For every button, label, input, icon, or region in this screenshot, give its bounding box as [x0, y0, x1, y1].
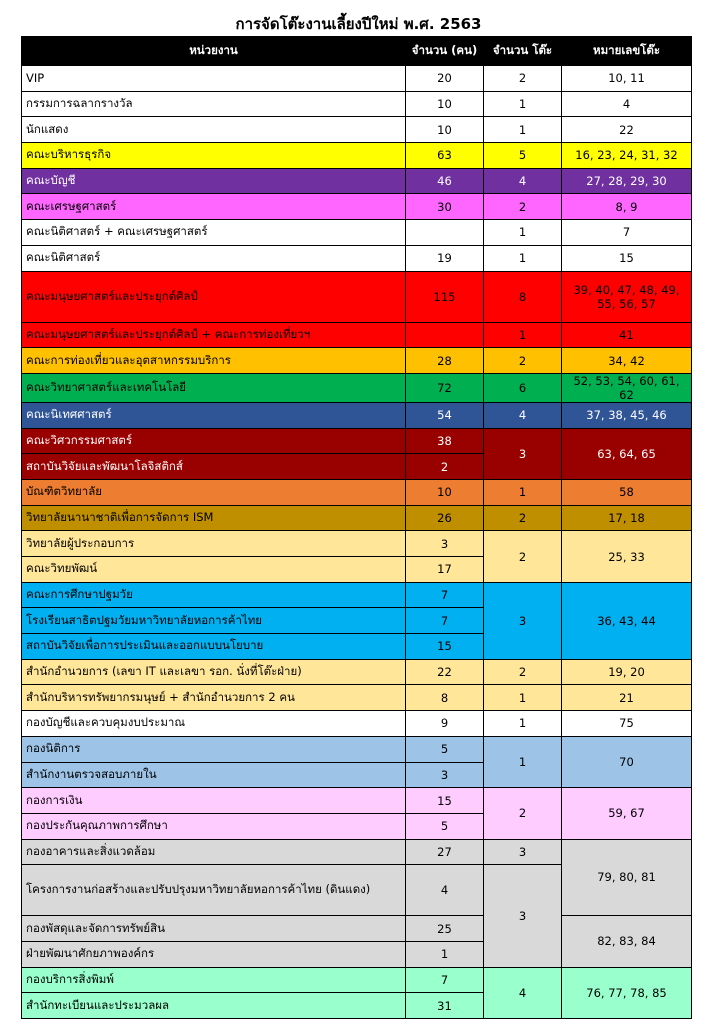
people-count-cell: 3 [406, 531, 484, 557]
table-row [22, 685, 692, 711]
table-numbers-cell: 15 [562, 245, 692, 271]
header-department: หน่วยงาน [22, 37, 406, 66]
people-count-cell [406, 322, 484, 348]
people-count-cell: 10 [406, 117, 484, 143]
table-count-cell: 1 [484, 117, 562, 143]
table-count-cell: 1 [484, 245, 562, 271]
people-count-cell: 63 [406, 143, 484, 169]
people-count-cell: 5 [406, 813, 484, 839]
people-count-cell: 4 [406, 865, 484, 916]
table-numbers-cell: 7 [562, 220, 692, 246]
table-count-cell: 4 [484, 402, 562, 428]
table-numbers-cell: 16, 23, 24, 31, 32 [562, 143, 692, 169]
department-cell: คณะมนุษยศาสตร์และประยุกต์ศิลป์ [22, 271, 406, 322]
table-count-cell: 1 [484, 220, 562, 246]
department-cell: นักแสดง [22, 117, 406, 143]
table-row [22, 66, 692, 92]
people-count-cell: 22 [406, 659, 484, 685]
page-title: การจัดโต๊ะงานเลี้ยงปีใหม่ พ.ศ. 2563 [235, 15, 482, 33]
table-numbers-cell: 59, 67 [562, 788, 692, 839]
table-count-cell: 1 [484, 685, 562, 711]
department-cell: คณะวิทยาศาสตร์และเทคโนโลยี [22, 373, 406, 402]
table-row [22, 194, 692, 220]
department-cell: คณะมนุษยศาสตร์และประยุกต์ศิลป์ + คณะการท่องเที่ยวฯ [22, 322, 406, 348]
department-cell: ฝ่ายพัฒนาศักยภาพองค์กร [22, 941, 406, 967]
people-count-cell: 5 [406, 736, 484, 762]
table-count-cell: 5 [484, 143, 562, 169]
header-people: จำนวน (คน) [406, 37, 484, 66]
table-numbers-cell: 25, 33 [562, 531, 692, 582]
department-cell: สถาบันวิจัยเพื่อการประเมินและออกแบบนโยบาย [22, 634, 406, 660]
table-row [22, 659, 692, 685]
table-numbers-cell: 75 [562, 711, 692, 737]
table-numbers-cell: 58 [562, 479, 692, 505]
people-count-cell: 9 [406, 711, 484, 737]
department-cell: คณะนิติศาสตร์ [22, 245, 406, 271]
department-cell: คณะวิทยพัฒน์ [22, 557, 406, 583]
header-tables: จำนวน โต๊ะ [484, 37, 562, 66]
department-cell: บัณฑิตวิทยาลัย [22, 479, 406, 505]
table-count-cell: 2 [484, 505, 562, 531]
department-cell: สำนักทะเบียนและประมวลผล [22, 993, 406, 1019]
table-numbers-cell: 82, 83, 84 [562, 916, 692, 967]
people-count-cell: 15 [406, 788, 484, 814]
people-count-cell: 30 [406, 194, 484, 220]
table-row [22, 967, 692, 993]
table-count-cell: 2 [484, 531, 562, 582]
department-cell: โรงเรียนสาธิตปฐมวัยมหาวิทยาลัยหอการค้าไทย [22, 608, 406, 634]
people-count-cell: 7 [406, 967, 484, 993]
table-row [22, 91, 692, 117]
table-numbers-cell: 36, 43, 44 [562, 582, 692, 659]
table-row [22, 505, 692, 531]
table-body [22, 66, 692, 1019]
table-numbers-cell: 8, 9 [562, 194, 692, 220]
people-count-cell: 17 [406, 557, 484, 583]
people-count-cell: 25 [406, 916, 484, 942]
table-row [22, 736, 692, 762]
table-numbers-cell: 76, 77, 78, 85 [562, 967, 692, 1018]
people-count-cell: 19 [406, 245, 484, 271]
table-row [22, 916, 692, 942]
table-numbers-cell: 79, 80, 81 [562, 839, 692, 916]
table-row [22, 839, 692, 865]
table-numbers-cell: 70 [562, 736, 692, 787]
people-count-cell: 2 [406, 454, 484, 480]
people-count-cell: 20 [406, 66, 484, 92]
department-cell: VIP [22, 66, 406, 92]
people-count-cell: 7 [406, 608, 484, 634]
table-count-cell: 1 [484, 322, 562, 348]
seating-table [21, 36, 692, 1019]
table-count-cell: 4 [484, 168, 562, 194]
people-count-cell: 46 [406, 168, 484, 194]
header-row [22, 37, 692, 66]
table-count-cell: 1 [484, 711, 562, 737]
table-count-cell: 3 [484, 839, 562, 865]
table-row [22, 117, 692, 143]
department-cell: กองประกันคุณภาพการศึกษา [22, 813, 406, 839]
department-cell: สำนักอำนวยการ (เลขา IT และเลขา รอก. นั่งที่โต๊ะฝ่าย) [22, 659, 406, 685]
table-row [22, 168, 692, 194]
table-numbers-cell: 21 [562, 685, 692, 711]
department-cell: โครงการงานก่อสร้างและปรับปรุงมหาวิทยาลัยหอการค้าไทย (ดินแดง) [22, 865, 406, 916]
people-count-cell: 31 [406, 993, 484, 1019]
table-row [22, 479, 692, 505]
table-numbers-cell: 34, 42 [562, 348, 692, 374]
people-count-cell: 8 [406, 685, 484, 711]
table-numbers-cell: 10, 11 [562, 66, 692, 92]
header-table-numbers: หมายเลขโต๊ะ [562, 37, 692, 66]
table-count-cell: 2 [484, 348, 562, 374]
department-cell: คณะนิเทศศาสตร์ [22, 402, 406, 428]
department-cell: คณะการศึกษาปฐมวัย [22, 582, 406, 608]
people-count-cell: 7 [406, 582, 484, 608]
department-cell: คณะเศรษฐศาสตร์ [22, 194, 406, 220]
people-count-cell: 54 [406, 402, 484, 428]
people-count-cell: 38 [406, 428, 484, 454]
table-count-cell: 3 [484, 428, 562, 479]
table-count-cell: 3 [484, 582, 562, 659]
table-numbers-cell: 19, 20 [562, 659, 692, 685]
table-numbers-cell: 39, 40, 47, 48, 49, 55, 56, 57 [562, 271, 692, 322]
department-cell: กองพัสดุและจัดการทรัพย์สิน [22, 916, 406, 942]
people-count-cell: 27 [406, 839, 484, 865]
department-cell: สำนักบริหารทรัพยากรมนุษย์ + สำนักอำนวยการ 2 คน [22, 685, 406, 711]
department-cell: กองบัญชีและควบคุมงบประมาณ [22, 711, 406, 737]
table-numbers-cell: 63, 64, 65 [562, 428, 692, 479]
table-row [22, 788, 692, 814]
table-numbers-cell: 37, 38, 45, 46 [562, 402, 692, 428]
table-count-cell: 6 [484, 373, 562, 402]
table-count-cell: 1 [484, 91, 562, 117]
table-row [22, 143, 692, 169]
department-cell: กองนิติการ [22, 736, 406, 762]
table-row [22, 582, 692, 608]
table-row [22, 322, 692, 348]
table-count-cell: 4 [484, 967, 562, 1018]
people-count-cell: 10 [406, 479, 484, 505]
table-row [22, 245, 692, 271]
department-cell: กองอาคารและสิ่งแวดล้อม [22, 839, 406, 865]
department-cell: คณะวิศวกรรมศาสตร์ [22, 428, 406, 454]
table-count-cell: 8 [484, 271, 562, 322]
table-row [22, 428, 692, 454]
department-cell: วิทยาลัยนานาชาติเพื่อการจัดการ ISM [22, 505, 406, 531]
table-row [22, 271, 692, 322]
department-cell: กรรมการฉลากรางวัล [22, 91, 406, 117]
table-numbers-cell: 52, 53, 54, 60, 61, 62 [562, 373, 692, 402]
people-count-cell: 15 [406, 634, 484, 660]
table-count-cell: 1 [484, 736, 562, 787]
people-count-cell: 115 [406, 271, 484, 322]
department-cell: คณะบริหารธุรกิจ [22, 143, 406, 169]
table-count-cell: 2 [484, 194, 562, 220]
people-count-cell [406, 220, 484, 246]
department-cell: คณะบัญชี [22, 168, 406, 194]
department-cell: สำนักงานตรวจสอบภายใน [22, 762, 406, 788]
table-numbers-cell: 17, 18 [562, 505, 692, 531]
people-count-cell: 72 [406, 373, 484, 402]
table-numbers-cell: 27, 28, 29, 30 [562, 168, 692, 194]
table-row [22, 373, 692, 402]
department-cell: กองบริการสิ่งพิมพ์ [22, 967, 406, 993]
table-count-cell: 2 [484, 659, 562, 685]
department-cell: สถาบันวิจัยและพัฒนาโลจิสติกส์ [22, 454, 406, 480]
table-numbers-cell: 22 [562, 117, 692, 143]
table-numbers-cell: 4 [562, 91, 692, 117]
table-row [22, 402, 692, 428]
table-count-cell: 1 [484, 479, 562, 505]
table-count-cell: 2 [484, 66, 562, 92]
people-count-cell: 10 [406, 91, 484, 117]
people-count-cell: 26 [406, 505, 484, 531]
department-cell: คณะการท่องเที่ยวและอุตสาหกรรมบริการ [22, 348, 406, 374]
table-row [22, 711, 692, 737]
people-count-cell: 1 [406, 941, 484, 967]
table-numbers-cell: 41 [562, 322, 692, 348]
table-count-cell: 2 [484, 788, 562, 839]
department-cell: กองการเงิน [22, 788, 406, 814]
people-count-cell: 3 [406, 762, 484, 788]
table-row [22, 220, 692, 246]
department-cell: คณะนิติศาสตร์ + คณะเศรษฐศาสตร์ [22, 220, 406, 246]
people-count-cell: 28 [406, 348, 484, 374]
department-cell: วิทยาลัยผู้ประกอบการ [22, 531, 406, 557]
table-row [22, 531, 692, 557]
table-count-cell: 3 [484, 865, 562, 967]
table-row [22, 348, 692, 374]
